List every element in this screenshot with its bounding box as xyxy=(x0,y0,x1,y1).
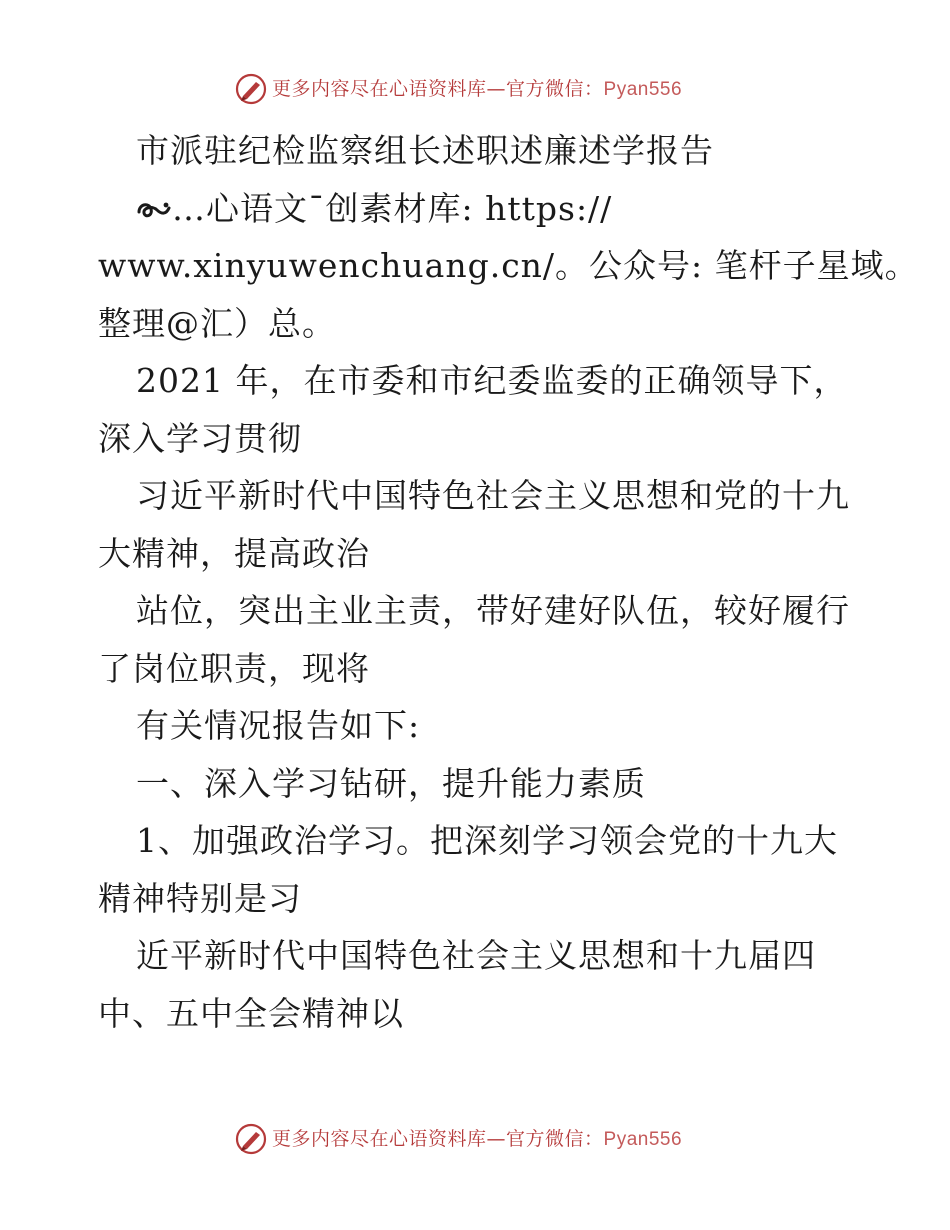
doc-line: 大精神，提高政治 xyxy=(98,533,370,573)
watermark-slogan: 更多内容尽在心语资料库—官方微信： xyxy=(272,1128,604,1150)
watermark-account: Pyan556 xyxy=(603,79,683,100)
watermark-text xyxy=(272,77,682,102)
doc-line: 有关情况报告如下: xyxy=(136,706,421,745)
doc-line: 近平新时代中国特色社会主义思想和十九届四 xyxy=(136,936,816,975)
doc-line: 2021 年，在市委和市纪委监委的正确领导下， xyxy=(136,361,848,400)
watermark-slogan: 更多内容尽在心语资料库—官方微信： xyxy=(272,78,604,100)
header-watermark-banner xyxy=(0,70,950,110)
doc-line: 中、五中全会精神以 xyxy=(98,993,404,1033)
watermark-text xyxy=(272,1127,682,1152)
doc-line: 站位，突出主业主责，带好建好队伍，较好履行 xyxy=(136,591,850,630)
doc-line xyxy=(98,180,858,238)
doc-line: 习近平新时代中国特色社会主义思想和党的十九 xyxy=(136,476,850,515)
section-heading: 一、深入学习钻研，提升能力素质 xyxy=(136,763,646,803)
doc-line: 精神特别是习 xyxy=(98,878,302,918)
doc-line: 深入学习贯彻 xyxy=(98,418,302,458)
pen-logo-icon xyxy=(234,72,268,106)
footer-watermark-banner xyxy=(0,1120,950,1160)
watermark-account: Pyan556 xyxy=(603,1129,683,1150)
doc-line: 1、加强政治学习。把深刻学习领会党的十九大 xyxy=(136,821,838,860)
document-body xyxy=(98,122,919,1042)
doc-line: 了岗位职责，现将 xyxy=(98,648,370,688)
pen-logo-icon xyxy=(234,1122,268,1156)
swash-ornament-icon xyxy=(136,196,172,222)
document-title: 市派驻纪检监察组长述职述廉述学报告 xyxy=(136,131,714,170)
doc-line: 整理@汇）总。 xyxy=(98,303,336,343)
doc-line: www.xinyuwenchuang.cn/。公众号: 笔杆子星域。 xyxy=(98,246,919,285)
source-note: …心语文¯创素材库: https:// xyxy=(172,188,613,228)
